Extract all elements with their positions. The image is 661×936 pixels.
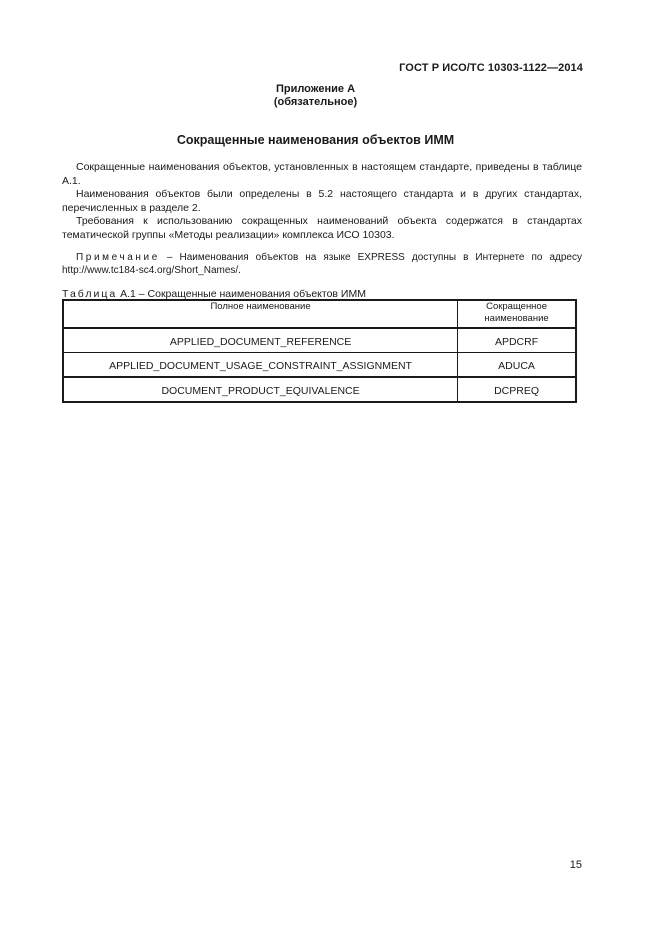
cell-full-name: APPLIED_DOCUMENT_REFERENCE (63, 328, 458, 353)
appendix-status: (обязательное) (273, 96, 358, 108)
paragraph-2: Наименования объектов были определены в 5.2 настоящего стандарта и в других стандартах, перечисленных в разделе 2. (62, 188, 582, 214)
short-names-table (62, 299, 577, 403)
table-row (63, 353, 576, 378)
header-full-name: Полное наименование (63, 300, 458, 328)
page-number: 15 (569, 859, 582, 871)
paragraph-3: Требования к использованию сокращенных наименований объекта содержатся в стандартах тематической группы «Методы реализации» комплекса ИСО 10303. (62, 215, 582, 241)
header-short-name: Сокращенное наименование (458, 300, 576, 328)
cell-short-name: APDCRF (458, 328, 576, 353)
cell-full-name: DOCUMENT_PRODUCT_EQUIVALENCE (63, 377, 458, 402)
note-dash: – (159, 252, 180, 263)
table-caption-number: А.1 (117, 288, 136, 300)
table-caption-text: – Сокращенные наименования объектов ИММ (135, 288, 366, 300)
standard-code-header: ГОСТ Р ИСО/ТС 10303-1122—2014 (399, 62, 583, 74)
note-text: Наименования объектов на языке EXPRESS доступны в Интернете по адресу http://www.tc184-sc4.org/Short_Names/. (62, 252, 582, 276)
table-row (63, 377, 576, 402)
note-label: Примечание (76, 252, 160, 263)
cell-short-name: ADUCA (458, 353, 576, 378)
section-title: Сокращенные наименования объектов ИММ (176, 133, 455, 147)
table-row (63, 328, 576, 353)
appendix-title: Приложение А (275, 83, 356, 95)
paragraph-1: Сокращенные наименования объектов, установленных в настоящем стандарте, приведены в таблице А.1. (62, 161, 582, 187)
cell-full-name: APPLIED_DOCUMENT_USAGE_CONSTRAINT_ASSIGNMENT (63, 353, 458, 378)
table-caption-label: Таблица (62, 288, 118, 300)
note (62, 251, 582, 277)
cell-short-name: DCPREQ (458, 377, 576, 402)
table-header-row (63, 300, 576, 328)
